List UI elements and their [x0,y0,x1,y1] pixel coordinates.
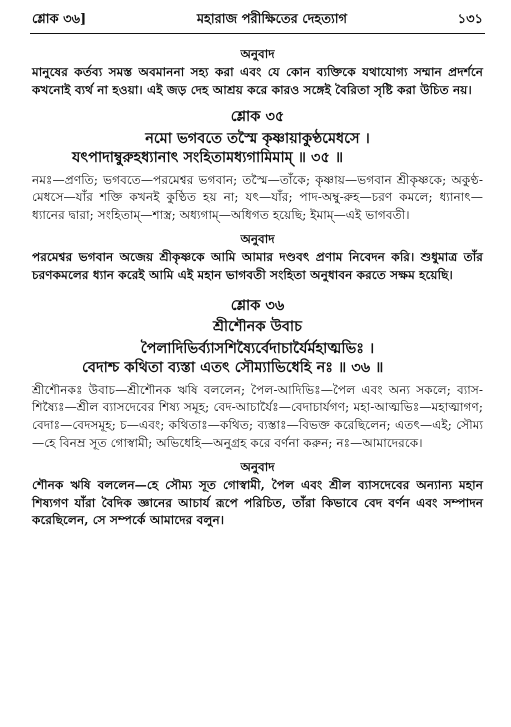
sloka-36-translation-heading: অনুবাদ [240,459,275,474]
sloka-35-translation: পরমেশ্বর ভগবান অজেয় শ্রীকৃষ্ণকে আমি আমার দণ্ডবৎ প্রণাম নিবেদন করি। শুধুমাত্র তাঁর চরণকমলের ধ্যান করেই আমি এই মহান ভাগবতী সংহিতা অনুধাবন করতে সক্ষম হয়েছি। [32,249,483,282]
sloka-36-speaker: শ্রীশৌনক উবাচ [213,317,302,335]
header-divider [30,33,485,34]
page-content [32,40,483,530]
running-header [32,10,483,30]
translation-text-34: মানুষের কর্তব্য সমস্ত অবমাননা সহ্য করা এবং যে কোন ব্যক্তিকে যথাযোগ্য সম্মান প্রদর্শনে কখনোই ব্যর্থ না হওয়া। এই জড় দেহ আশ্রয় করে কারও সঙ্গেই বৈরিতা সৃষ্টি করা উচিত নয়। [32,65,483,97]
sloka-36-verse-line-2: বেদাশ্চ কথিতা ব্যস্তা এতৎ সৌম্যাভিধেহি নঃ ॥ ৩৬ ॥ [82,358,384,376]
header-chapter-title: মহারাজ পরীক্ষিতের দেহত্যাগ [196,11,348,27]
header-verse-ref: শ্লোক ৩৬] [32,11,87,27]
sloka-35-verse-line-2: যৎপাদাম্বুরুহধ্যানাৎ সংহিতামধ্যগামিমাম্ ॥ ৩৫ ॥ [72,148,344,166]
sloka-35-verse-line-1: নমো ভগবতে তস্মৈ কৃষ্ণায়াকুণ্ঠমেধসে । [145,129,370,147]
translation-heading-34: অনুবাদ [240,47,275,61]
sloka-35-heading: শ্লোক ৩৫ [230,107,285,125]
sloka-36-word-meanings: শ্রীশৌনকঃ উবাচ—শ্রীশৌনক ঋষি বললেন; পৈল-আদিভিঃ—পৈল এবং অন্য সকলে; ব্যাস-শিষ্যৈঃ—শ্রীল ব্যাসদেবের শিষ্য সমূহ; বেদ-আচার্যৈঃ—বেদাচার্যগণ; মহা-আত্মভিঃ—মহাত্মাগণ; বেদাঃ—বেদসমূহ; চ—এবং; কথিতাঃ—কথিত; ব্যস্তাঃ—বিভক্ত করেছিলেন; এতৎ—এই; সৌম্য—হে বিনম্র সূত গোস্বামী; অভিধেহি—অনুগ্রহ করে বর্ণনা করুন; নঃ—আমাদেরকে। [32,382,483,450]
sloka-35-translation-heading: অনুবাদ [240,231,275,246]
sloka-36-heading: শ্লোক ৩৬ [230,296,285,314]
page-number: ১৩১ [457,11,483,27]
sloka-36-translation: শৌনক ঋষি বললেন—হে সৌম্য সূত গোস্বামী, পৈল এবং শ্রীল ব্যাসদেবের অন্যান্য মহান শিষ্যগণ যাঁরা বৈদিক জ্ঞানের আচার্য রূপে পরিচিত, তাঁরা কিভাবে বেদ বর্ণন এবং সম্পাদন করেছিলেন, সে সম্পর্কে আমাদের বলুন। [32,477,483,528]
sloka-35-word-meanings: নমঃ—প্রণতি; ভগবতে—পরমেশ্বর ভগবান; তস্মৈ—তাঁকে; কৃষ্ণায়—ভগবান শ্রীকৃষ্ণকে; অকুণ্ঠ-মেধসে—যাঁর শক্তি কখনই কুণ্ঠিত হয় না; যৎ—যাঁর; পাদ-অম্বু-রুহ—চরণ কমলে; ধ্যানাৎ—ধ্যানের দ্বারা; সংহিতাম্—শাস্ত্র; অধ্যগাম্—অধিগত হয়েছি; ইমাম্—এই ভাগবতী। [32,172,483,223]
sloka-36-verse-line-1: পৈলাদিভির্ব্যাসশিষ্যৈর্বেদাচার্যৈর্মহাত্মভিঃ । [140,339,375,357]
